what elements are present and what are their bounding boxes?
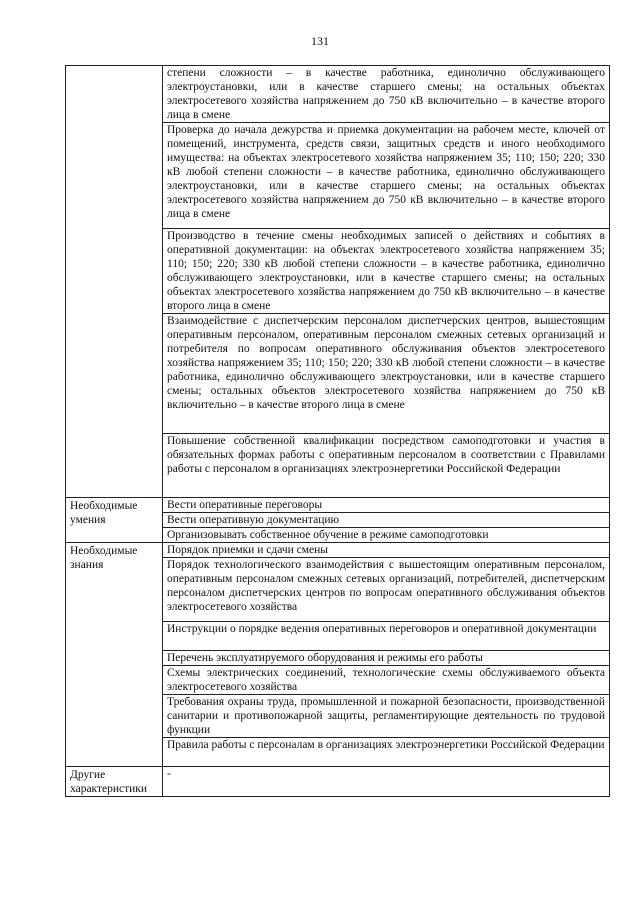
other-value: - [163, 767, 610, 797]
skill-item: Вести оперативные переговоры [163, 498, 610, 513]
skills-label [66, 498, 163, 543]
knowledge-item: Порядок технологического взаимодействия с вышестоящим оперативным персоналом, оперативным персоналом смежных сетевых организаций, потребителей, диспетчерским персоналом диспетчерских центров по вопросам оперативного обслуживания объектов электросетевого хозяйства [163, 558, 610, 622]
other-label-text: Другие характеристики [70, 769, 148, 795]
action-item: Проверка до начала дежурства и приемка документации на рабочем месте, ключей от помещений, инструмента, средств связи, защитных средств и иного необходимого имущества: на объектах электросетевого хозяйства напряжением 35; 110; 150; 220; 330 кВ любой степени сложности – в качестве работника, единолично обслуживающего электроустановки, или в качестве старшего смены; на остальных объектах электросетевого хозяйства напряжением до 750 кВ включительно – в качестве второго лица в смене [163, 123, 610, 229]
knowledge-item: Правила работы с персоналам в организациях электроэнергетики Российской Федерации [163, 738, 610, 767]
job-function-table [65, 65, 610, 797]
knowledge-item: Требования охраны труда, промышленной и пожарной безопасности, производственной санитарии и противопожарной защиты, регламентирующие деятельность по трудовой функции [163, 695, 610, 738]
table-row [66, 66, 610, 123]
action-item: Взаимодействие с диспетчерским персоналом диспетчерских центров, вышестоящим оперативным персоналом, оперативным персоналом смежных сетевых организаций и потребителя по вопросам оперативного обслуживания объектов электросетевого хозяйства напряжением 35; 110; 150; 220; 330 кВ любой степени сложности – в качестве работника, единолично обслуживающего электроустановки, или в качестве старшего смены; остальных объектов электросетевого хозяйства напряжением до 750 кВ включительно – в качестве второго лица в смене [163, 314, 610, 434]
table-row [66, 543, 610, 558]
action-item: Повышение собственной квалификации посредством самоподготовки и участия в обязательных формах работы с оперативным персоналом в соответствии с Правилами работы с персоналом в организациях электроэнергетики Российской Федерации [163, 434, 610, 498]
knowledge-label [66, 543, 163, 767]
knowledge-item: Схемы электрических соединений, технологические схемы обслуживаемого объекта электросетевого хозяйства [163, 666, 610, 695]
knowledge-item: Перечень эксплуатируемого оборудования и режимы его работы [163, 651, 610, 666]
table-row [66, 498, 610, 513]
knowledge-item: Порядок приемки и сдачи смены [163, 543, 610, 558]
action-item: Производство в течение смены необходимых записей о действиях и событиях в оперативной документации: на объектах электросетевого хозяйства напряжением 35; 110; 150; 220; 330 кВ любой степени сложности – в качестве работника, единолично обслуживающего электроустановки, или в качестве старшего смены; на остальных объектах электросетевого хозяйства напряжением до 750 кВ включительно – в качестве второго лица в смене [163, 229, 610, 314]
table-row [66, 767, 610, 797]
action-item: степени сложности – в качестве работника, единолично обслуживающего электроустановки, или в качестве старшего смены; на остальных объектах электросетевого хозяйства напряжением до 750 кВ включительно – в качестве второго лица в смене [163, 66, 610, 123]
knowledge-item: Инструкции о порядке ведения оперативных переговоров и оперативной документации [163, 622, 610, 651]
page-number: 131 [311, 34, 329, 48]
skill-item: Вести оперативную документацию [163, 513, 610, 528]
other-label [66, 767, 163, 797]
actions-label-cell [66, 66, 163, 498]
knowledge-label-text: Необходимые знания [70, 545, 138, 571]
skill-item: Организовывать собственное обучение в режиме самоподготовки [163, 528, 610, 543]
skills-label-text: Необходимые умения [70, 500, 138, 526]
